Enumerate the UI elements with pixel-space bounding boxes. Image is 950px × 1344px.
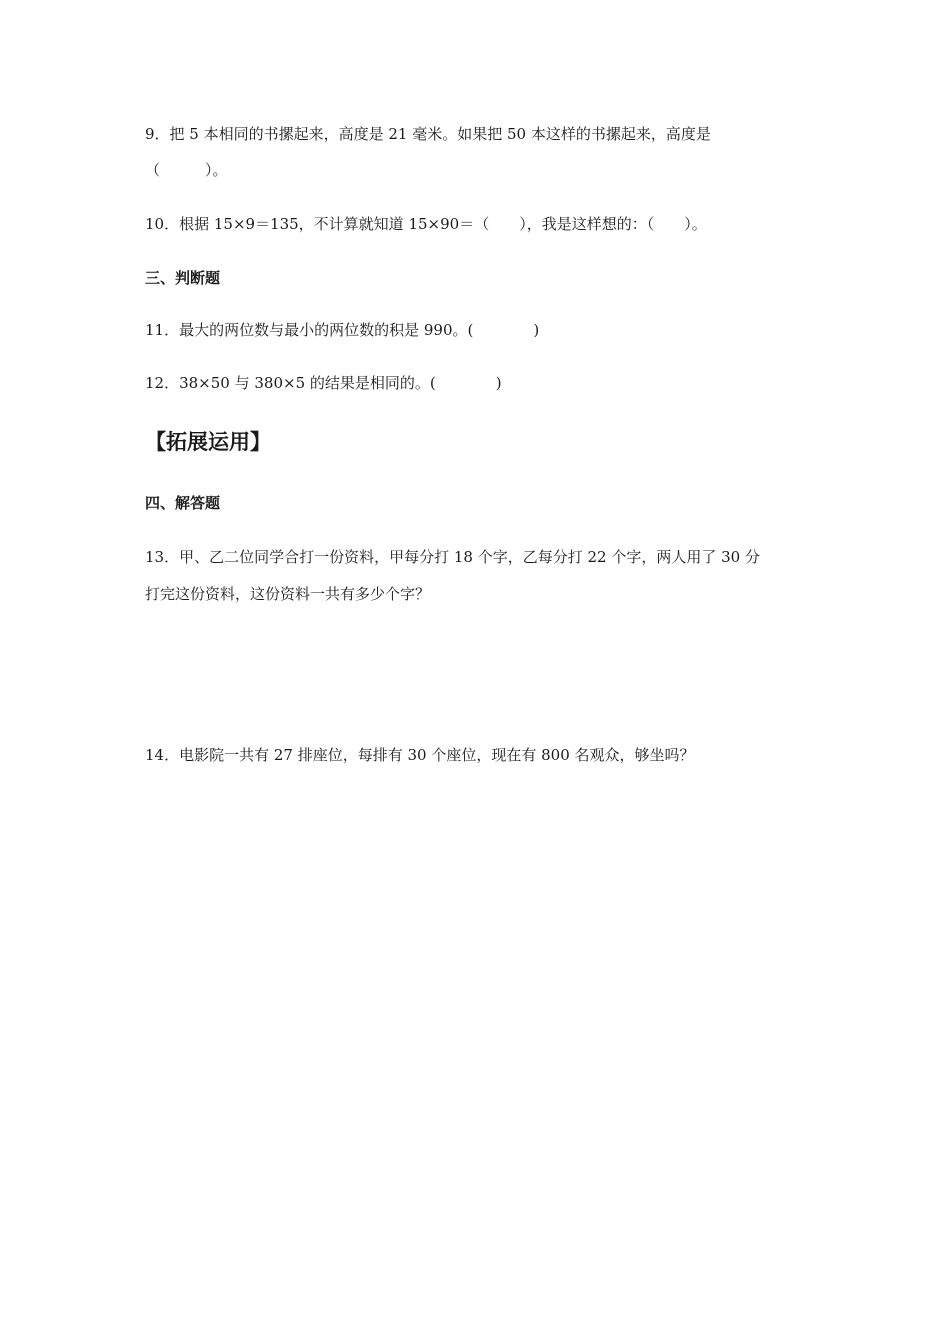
question-9-line-1: 9．把 5 本相同的书摞起来，高度是 21 毫米。如果把 50 本这样的书摞起来，高度是 (145, 125, 711, 143)
section-4-heading: 四、解答题 (145, 494, 221, 512)
question-10: 10．根据 15×9＝135，不计算就知道 15×90＝（ ），我是这样想的：（ ）。 (145, 215, 707, 233)
question-12: 12．38×50 与 380×5 的结果是相同的。( ) (145, 374, 502, 392)
question-13-line-1: 13．甲、乙二位同学合打一份资料，甲每分打 18 个字，乙每分打 22 个字，两人用了 30 分 (145, 548, 760, 566)
question-13-line-2: 打完这份资料，这份资料一共有多少个字？ (145, 585, 431, 603)
section-3-heading: 三、判断题 (145, 269, 221, 287)
question-11: 11．最大的两位数与最小的两位数的积是 990。( ) (145, 321, 540, 339)
extension-section-title: 【拓展运用】 (145, 430, 271, 454)
question-14: 14．电影院一共有 27 排座位，每排有 30 个座位，现在有 800 名观众，够坐吗？ (145, 746, 695, 764)
question-9-line-2: （ ）。 (145, 161, 228, 179)
